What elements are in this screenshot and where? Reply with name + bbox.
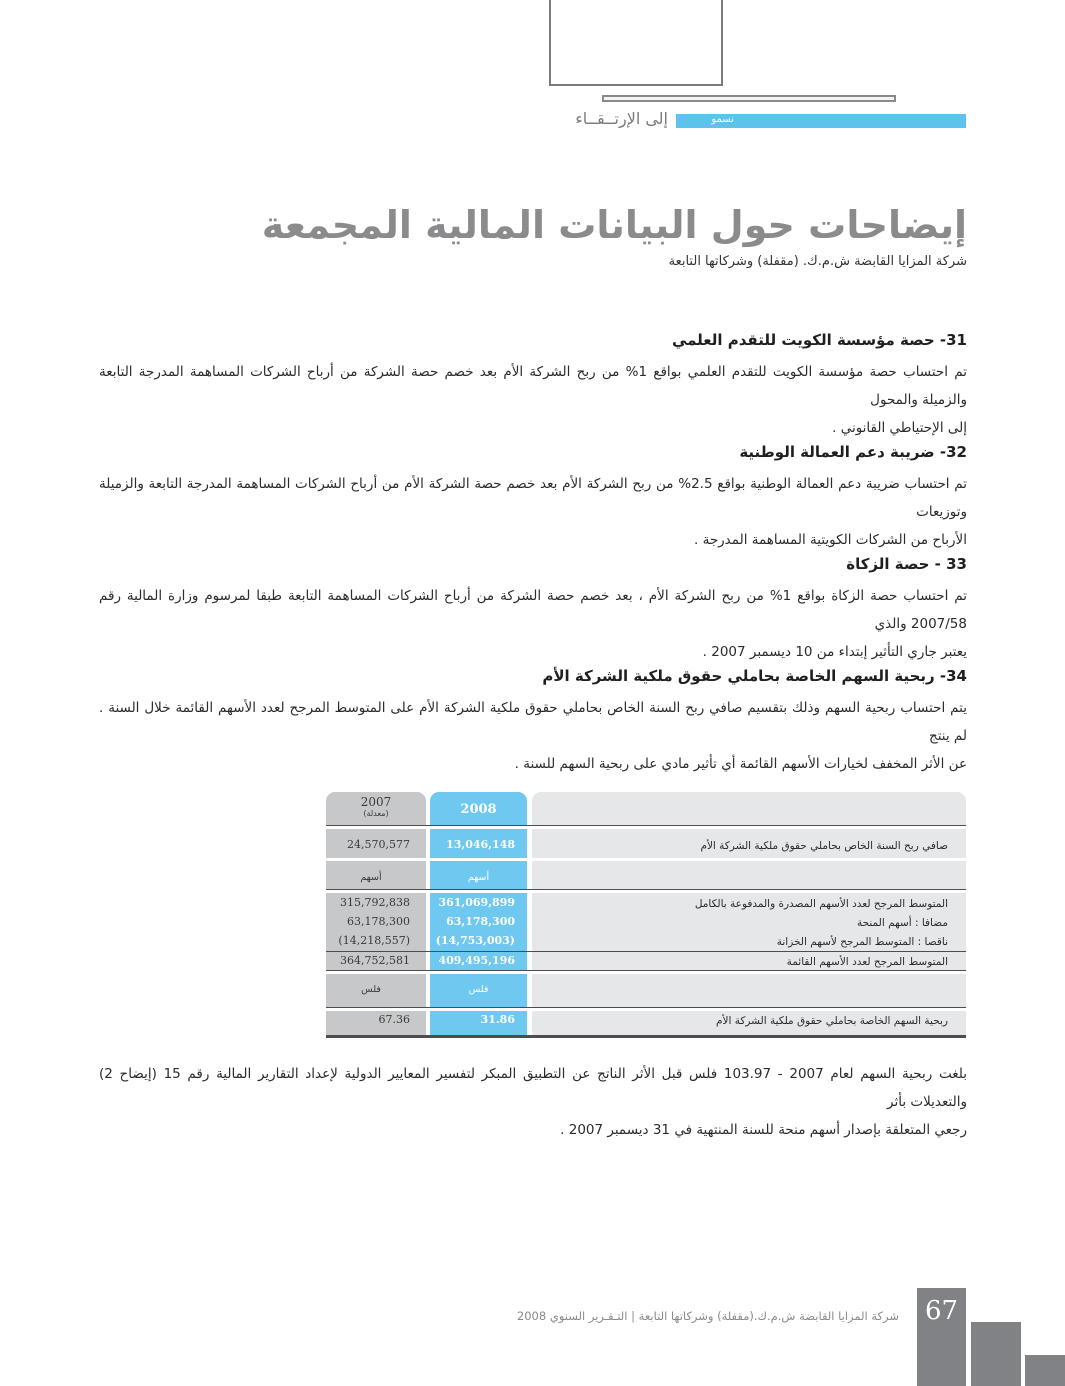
note-34-body — [99, 694, 967, 778]
table-gap — [326, 1008, 966, 1011]
header-tagline — [575, 109, 966, 129]
footer-square-decoration — [971, 1322, 1021, 1386]
net-profit-2007: 24,570,577 — [347, 838, 410, 851]
eps-2008: 31.86 — [480, 1013, 515, 1026]
treasury-shares-label: ناقصا : المتوسط المرجح لأسهم الخزانة — [776, 936, 948, 948]
bonus-shares-label: مضافا : أسهم المنحة — [856, 917, 948, 929]
footer-square-decoration — [1025, 1355, 1065, 1386]
table-bottom-rule — [326, 1035, 966, 1038]
note-32-line-1: تم احتساب ضريبة دعم العمالة الوطنية بواقع 2.5% من ربح الشركة الأم بعد خصم حصة الشركة الأم من أرباح الشركات المساهمة المدرجة التابعة والزميلة وتوزيعات — [99, 476, 967, 520]
note-31-heading: 31- حصة مؤسسة الكويت للتقدم العلمي — [671, 331, 967, 349]
footer-text: شركة المزايا القابضة ش.م.ك.(مقفلة) وشركاتها التابعة | التـقـرير السنوي 2008 — [516, 1309, 899, 1323]
weighted-avg-outstanding-label: المتوسط المرجح لعدد الأسهم القائمة — [786, 956, 948, 968]
page-number: 67 — [924, 1296, 959, 1326]
note-31-line-2: إلى الإحتياطي القانوني . — [832, 420, 967, 436]
closing-paragraph — [99, 1060, 967, 1144]
closing-line-2: رجعي المتعلقة بإصدار أسهم منحة للسنة المنتهية في 31 ديسمبر 2007 . — [560, 1122, 967, 1138]
page-subtitle: شركة المزايا القابضة ش.م.ك. (مقفلة) وشركاتها التابعة — [668, 254, 967, 269]
top-frame-decoration — [549, 0, 723, 86]
note-31-line-1: تم احتساب حصة مؤسسة الكويت للتقدم العلمي بواقع 1% من ربح الشركة الأم بعد خصم حصة الشركة من أرباح الشركات المساهمة المدرجة التابعة والزميلة والمحول — [99, 364, 967, 408]
note-34-line-1: يتم احتساب ربحية السهم وذلك بتقسيم صافي ربح السنة الخاص بحاملي حقوق ملكية الشركة الأم على المتوسط المرجح لعدد الأسهم القائمة خلال السنة . لم ينتج — [99, 700, 967, 744]
note-33-line-1: تم احتساب حصة الزكاة بواقع 1% من ربح الشركة الأم ، بعد خصم حصة الشركة من أرباح الشركات المساهمة التابعة طبقا لمرسوم وزارة المالية رقم 2007/58 والذي — [99, 588, 967, 632]
note-34-heading: 34- ربحية السهم الخاصة بحاملي حقوق ملكية الشركة الأم — [542, 667, 967, 685]
tagline-blue-text: نسمو — [711, 114, 734, 125]
note-33-body — [99, 582, 967, 666]
top-bar-decoration — [602, 95, 896, 102]
header-2008: 2008 — [460, 802, 497, 817]
note-33-heading: 33 - حصة الزكاة — [846, 555, 967, 573]
closing-line-1: بلغت ربحية السهم لعام 2007 - 103.97 فلس قبل الأثر الناتج عن التطبيق المبكر لتفسير المعايير الدولية لإعداد التقارير المالية رقم 15 (إيضاح 2) والتعديلات بأثر — [99, 1066, 967, 1110]
unit-shares-2007: أسهم — [360, 872, 382, 883]
table-divider — [326, 951, 966, 952]
net-profit-label: صافي ربح السنة الخاص بحاملي حقوق ملكية الشركة الأم — [700, 840, 948, 852]
bonus-shares-2008: 63,178,300 — [446, 915, 515, 928]
note-31-body — [99, 358, 967, 442]
eps-table — [326, 792, 966, 1040]
weighted-avg-issued-label: المتوسط المرجح لعدد الأسهم المصدرة والمدفوعة بالكامل — [694, 898, 948, 910]
weighted-avg-issued-2007: 315,792,838 — [340, 896, 410, 909]
bonus-shares-2007: 63,178,300 — [347, 915, 410, 928]
note-33-line-2: يعتبر جاري التأثير إبتداء من 10 ديسمبر 2007 . — [702, 644, 967, 660]
weighted-avg-outstanding-2007: 364,752,581 — [340, 954, 410, 967]
eps-2007: 67.36 — [378, 1013, 410, 1026]
page-title: إيضاحات حول البيانات المالية المجمعة — [261, 203, 967, 247]
table-gap — [326, 971, 966, 974]
tagline-gray-text: إلى الإرتــقــاء — [575, 109, 668, 128]
weighted-avg-issued-2008: 361,069,899 — [438, 896, 515, 909]
weighted-avg-outstanding-2008: 409,495,196 — [438, 954, 515, 967]
table-gap — [326, 890, 966, 893]
eps-label: ربحية السهم الخاصة بحاملي حقوق ملكية الشركة الأم — [715, 1015, 948, 1027]
table-gap — [326, 826, 966, 829]
net-profit-2008: 13,046,148 — [446, 838, 515, 851]
treasury-shares-2008: (14,753,003) — [435, 934, 515, 947]
table-gap — [326, 858, 966, 861]
note-32-heading: 32- ضريبة دعم العمالة الوطنية — [739, 443, 967, 461]
unit-fils-2008: فلس — [468, 984, 489, 995]
unit-shares-2008: أسهم — [467, 872, 490, 883]
note-34-line-2: عن الأثر المخفف لخيارات الأسهم القائمة أي تأثير مادي على ربحية السهم للسنة . — [514, 756, 967, 772]
header-2007: 2007 — [360, 795, 392, 809]
treasury-shares-2007: (14,218,557) — [338, 934, 410, 947]
note-32-body — [99, 470, 967, 554]
header-2007-restated: (معدلة) — [363, 809, 389, 818]
unit-fils-2007: فلس — [361, 984, 381, 995]
note-32-line-2: الأرباح من الشركات الكويتية المساهمة المدرجة . — [694, 532, 967, 548]
